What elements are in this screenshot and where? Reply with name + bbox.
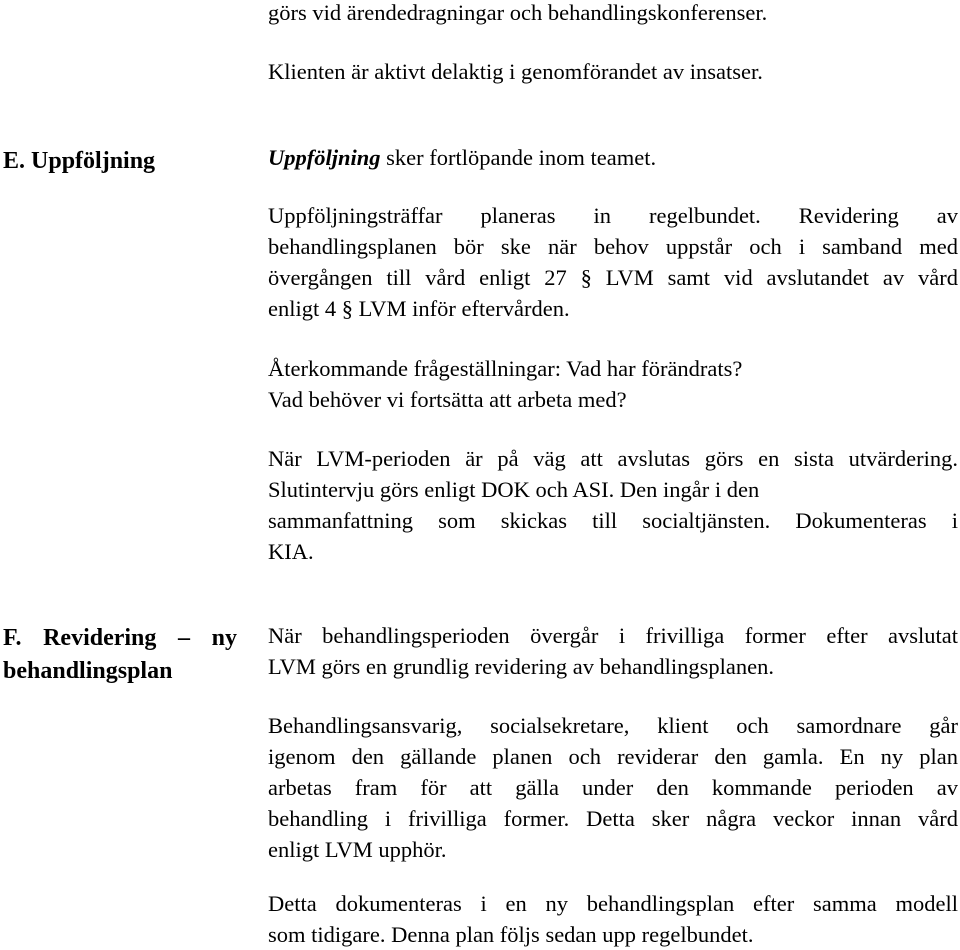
section-f-paragraph-1	[268, 620, 958, 682]
text-line: görs vid ärendedragningar och behandlingskonferenser.	[268, 0, 768, 25]
section-e-paragraph-1	[268, 200, 958, 324]
text-line: som tidigare. Denna plan följs sedan upp regelbundet.	[268, 922, 754, 947]
section-f-paragraph-3	[268, 888, 958, 950]
text-line: När LVM-perioden är på väg att avslutas görs en sista utvärdering.	[268, 446, 958, 471]
text-line: enligt 4 § LVM inför eftervården.	[268, 296, 570, 321]
text-line: Klienten är aktivt delaktig i genomförandet av insatser.	[268, 59, 763, 84]
text-line	[268, 142, 958, 173]
section-e-paragraph-3	[268, 443, 958, 567]
text-line: Behandlingsansvarig, socialsekretare, klient och samordnare går	[268, 713, 958, 738]
text-line: igenom den gällande planen och reviderar den gamla. En ny plan	[268, 744, 958, 769]
text-line: övergången till vård enligt 27 § LVM samt vid avslutandet av vård	[268, 265, 958, 290]
text-line: Vad behöver vi fortsätta att arbeta med?	[268, 387, 627, 412]
section-e-paragraph-2	[268, 353, 958, 415]
text-line: Uppföljningsträffar planeras in regelbundet. Revidering av	[268, 203, 958, 228]
text-line: KIA.	[268, 539, 314, 564]
prev-section-text	[268, 56, 958, 87]
text-line: När behandlingsperioden övergår i frivilliga former efter avslutat	[268, 623, 958, 648]
text-line: behandlingsplanen bör ske när behov uppstår och i samband med	[268, 234, 958, 259]
section-e-intro	[268, 142, 958, 173]
section-e-heading: E. Uppföljning	[3, 148, 156, 174]
intro-rest: sker fortlöpande inom teamet.	[380, 145, 657, 170]
section-f-paragraph-2	[268, 710, 958, 865]
section-f-heading	[3, 622, 237, 688]
heading-line: behandlingsplan	[3, 658, 173, 684]
text-line: Slutintervju görs enligt DOK och ASI. Den ingår i den	[268, 477, 760, 502]
text-line: enligt LVM upphör.	[268, 837, 447, 862]
text-line: arbetas fram för att gälla under den kommande perioden av	[268, 775, 958, 800]
prev-section-text	[268, 0, 958, 28]
text-line: Detta dokumenteras i en ny behandlingsplan efter samma modell	[268, 891, 958, 916]
text-line: Återkommande frågeställningar: Vad har förändrats?	[268, 356, 743, 381]
heading-line: F. Revidering – ny	[3, 625, 237, 651]
text-line: sammanfattning som skickas till socialtjänsten. Dokumenteras i	[268, 508, 958, 533]
text-line: behandling i frivilliga former. Detta sker några veckor innan vård	[268, 806, 958, 831]
emphasized-term: Uppföljning	[268, 145, 381, 170]
text-line: LVM görs en grundlig revidering av behandlingsplanen.	[268, 654, 774, 679]
